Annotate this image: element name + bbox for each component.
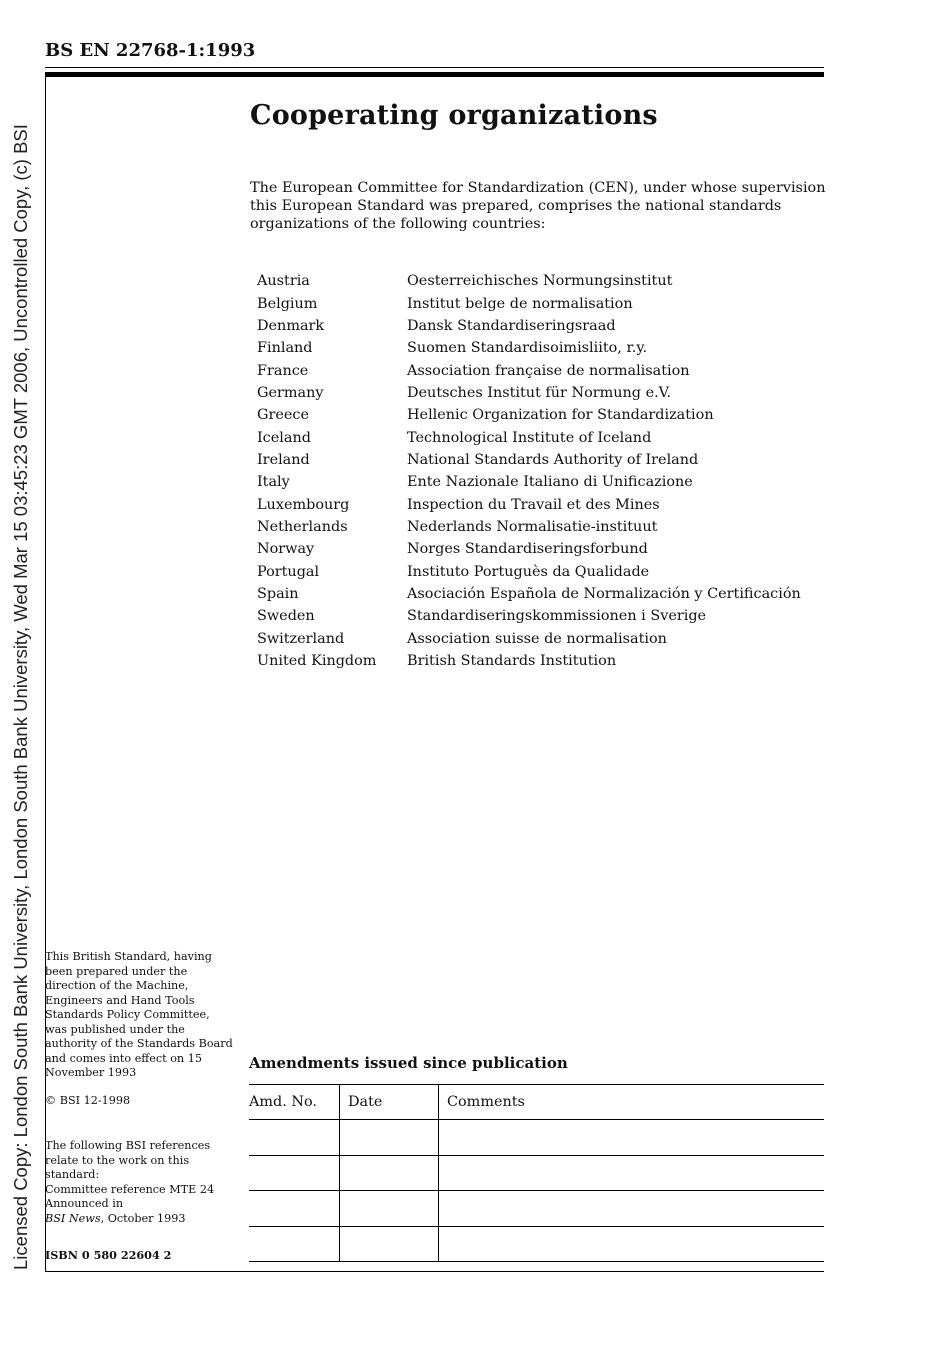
comments-cell	[439, 1155, 825, 1190]
organization-row	[257, 359, 801, 381]
amd-no-cell	[249, 1226, 340, 1261]
standards-body-name: Institut belge de normalisation	[407, 295, 633, 312]
organization-row	[257, 538, 801, 560]
organization-row	[257, 493, 801, 515]
country-name: Spain	[257, 585, 299, 602]
header-rule-thin	[45, 67, 824, 68]
intro-paragraph: The European Committee for Standardization (CEN), under whose supervision this European Standard was prepared, comprises the national standards organizations of the following countries:	[250, 180, 826, 232]
country-name: Norway	[257, 541, 315, 558]
header-rule-thick	[45, 72, 824, 77]
standards-body-name: Instituto Portuguès da Qualidade	[407, 563, 650, 580]
organization-row	[257, 516, 801, 538]
isbn: ISBN 0 580 22604 2	[45, 1248, 172, 1262]
left-margin-rule	[45, 77, 46, 1272]
country-name: Ireland	[257, 451, 310, 468]
bsi-references-note	[45, 1139, 235, 1226]
bsi-news-title: BSI News	[45, 1211, 101, 1225]
organization-row	[257, 382, 801, 404]
amendment-row	[249, 1155, 824, 1190]
amendments-title: Amendments issued since publication	[249, 1054, 568, 1072]
standards-body-name: Technological Institute of Iceland	[407, 429, 652, 446]
country-name: Denmark	[257, 317, 325, 334]
country-name: Belgium	[257, 295, 318, 312]
amd-no-cell	[249, 1191, 340, 1226]
standards-body-name: Suomen Standardisoimisliito, r.y.	[407, 340, 648, 357]
standards-body-name: Ente Nazionale Italiano di Unificazione	[407, 474, 693, 491]
publication-note: This British Standard, having been prepared under the direction of the Machine, Engineers and Hand Tools Standards Policy Committee, was published under the authority of the Standards Board and comes into effect on 15 November 1993	[45, 950, 233, 1079]
organization-row	[257, 426, 801, 448]
amendments-header-row	[249, 1085, 824, 1120]
country-name: United Kingdom	[257, 653, 377, 670]
country-name: Austria	[257, 273, 310, 290]
standards-body-name: Asociación Española de Normalización y Certificación	[407, 585, 801, 602]
footer-rule-left	[45, 1271, 250, 1272]
standards-body-name: Standardiseringskommissionen i Sverige	[407, 608, 707, 625]
standards-body-name: Hellenic Organization for Standardization	[407, 407, 714, 424]
licensed-copy-watermark: Licensed Copy: London South Bank University, London South Bank University, Wed Mar 15 03:45:23 GMT 2006, Uncontrolled Copy, (c) BSI	[10, 124, 31, 1270]
comments-cell	[439, 1191, 825, 1226]
date-cell	[340, 1155, 439, 1190]
amendments-table	[249, 1084, 824, 1262]
standards-body-name: National Standards Authority of Ireland	[407, 451, 699, 468]
organization-row	[257, 337, 801, 359]
country-name: Sweden	[257, 608, 315, 625]
country-name: Switzerland	[257, 630, 345, 647]
footer-rule	[249, 1271, 824, 1272]
amd-no-cell	[249, 1155, 340, 1190]
standards-body-name: British Standards Institution	[407, 653, 617, 670]
comments-cell	[439, 1120, 825, 1155]
date-cell	[340, 1120, 439, 1155]
organization-row	[257, 650, 801, 672]
organization-row	[257, 628, 801, 650]
standards-body-name: Association suisse de normalisation	[407, 630, 667, 647]
country-name: Netherlands	[257, 518, 348, 535]
standards-body-name: Inspection du Travail et des Mines	[407, 496, 660, 513]
copyright-note: © BSI 12-1998	[45, 1094, 131, 1107]
references-intro: The following BSI references relate to the work on this standard:	[45, 1139, 211, 1181]
standards-body-name: Oesterreichisches Normungsinstitut	[407, 273, 673, 290]
organization-row	[257, 449, 801, 471]
standards-body-name: Deutsches Institut für Normung e.V.	[407, 384, 672, 401]
organization-row	[257, 315, 801, 337]
bsi-news-date: , October 1993	[100, 1211, 186, 1225]
page-title: Cooperating organizations	[250, 100, 658, 131]
organization-row	[257, 404, 801, 426]
amendment-row	[249, 1226, 824, 1261]
organization-row	[257, 471, 801, 493]
amd-no-cell	[249, 1120, 340, 1155]
country-name: France	[257, 362, 309, 379]
amd-no-header: Amd. No.	[249, 1085, 340, 1120]
organization-row	[257, 560, 801, 582]
standards-body-name: Norges Standardiseringsforbund	[407, 541, 648, 558]
date-header: Date	[340, 1085, 439, 1120]
date-cell	[340, 1226, 439, 1261]
comments-header: Comments	[439, 1085, 825, 1120]
organization-row	[257, 270, 801, 292]
organization-row	[257, 292, 801, 314]
organization-row	[257, 583, 801, 605]
document-id: BS EN 22768-1:1993	[45, 40, 256, 61]
organizations-table	[257, 270, 801, 672]
country-name: Iceland	[257, 429, 311, 446]
country-name: Portugal	[257, 563, 320, 580]
standards-body-name: Nederlands Normalisatie-instituut	[407, 518, 658, 535]
amendment-row	[249, 1120, 824, 1155]
announced-in: Announced in	[45, 1197, 124, 1210]
date-cell	[340, 1191, 439, 1226]
country-name: Luxembourg	[257, 496, 350, 513]
standards-body-name: Association française de normalisation	[407, 362, 690, 379]
country-name: Germany	[257, 384, 324, 401]
country-name: Italy	[257, 474, 290, 491]
comments-cell	[439, 1226, 825, 1261]
country-name: Finland	[257, 340, 313, 357]
committee-reference: Committee reference MTE 24	[45, 1182, 215, 1196]
amendment-row	[249, 1191, 824, 1226]
country-name: Greece	[257, 407, 309, 424]
organization-row	[257, 605, 801, 627]
standards-body-name: Dansk Standardiseringsraad	[407, 317, 616, 334]
